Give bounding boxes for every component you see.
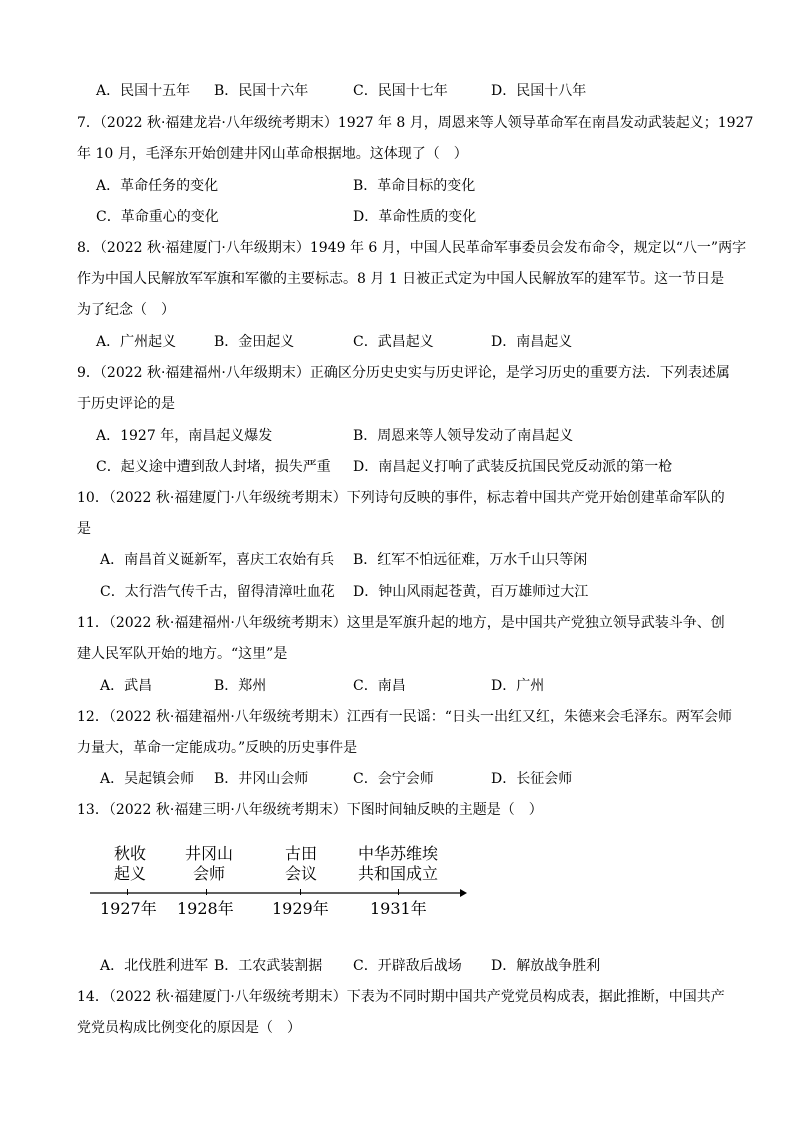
timeline-event-label: 会师 [192, 864, 225, 883]
question-text: 于历史评论的是 [77, 396, 175, 412]
question-text: 14．（2022 秋·福建厦门·八年级统考期末）下表为不同时期中国共产党党员构成表，据此推断，中国共产 [77, 989, 725, 1005]
question-text: 13．（2022 秋·福建三明·八年级统考期末）下图时间轴反映的主题是（ ） [77, 802, 543, 818]
option-b[interactable]: B．井冈山会师 [214, 771, 309, 787]
timeline-tick [398, 889, 399, 895]
timeline-event-label: 会议 [284, 864, 317, 883]
option-b[interactable]: B．周恩来等人领导发动了南昌起义 [353, 428, 574, 444]
option-a[interactable]: A．吴起镇会师 [100, 771, 195, 787]
option-d[interactable]: D．长征会师 [491, 771, 573, 787]
option-d[interactable]: D．解放战争胜利 [491, 958, 601, 974]
question-text: 建人民军队开始的地方。“这里”是 [77, 646, 288, 662]
option-d[interactable]: D．民国十八年 [491, 83, 587, 99]
question-text: 年 10 月，毛泽东开始创建井冈山革命根据地。这体现了（ ） [77, 146, 468, 162]
option-b[interactable]: B．金田起义 [214, 334, 295, 350]
option-a[interactable]: A．1927 年，南昌起义爆发 [96, 428, 273, 444]
timeline-event-label: 井冈山 [184, 844, 233, 863]
timeline-event-label: 古田 [284, 844, 317, 863]
option-b[interactable]: B．工农武装割据 [214, 958, 323, 974]
option-b[interactable]: B．红军不怕远征难，万水千山只等闲 [353, 552, 588, 568]
option-c[interactable]: C．民国十七年 [353, 83, 448, 99]
option-c[interactable]: C．太行浩气传千古，留得清漳吐血花 [100, 584, 335, 600]
option-d[interactable]: D．革命性质的变化 [353, 209, 477, 225]
timeline-year: 1928年 [177, 899, 234, 918]
timeline-tick [300, 889, 301, 895]
question-text: 为了纪念（ ） [77, 302, 175, 318]
timeline-tick [127, 889, 128, 895]
option-d[interactable]: D．南昌起义 [491, 334, 573, 350]
question-text: 9．（2022 秋·福建福州·八年级期末）正确区分历史史实与历史评论，是学习历史的重要方法．下列表述属 [77, 365, 730, 381]
timeline-event-label: 共和国成立 [357, 864, 438, 883]
option-c[interactable]: C．会宁会师 [353, 771, 434, 787]
option-c[interactable]: C．革命重心的变化 [96, 209, 219, 225]
option-a[interactable]: A．民国十五年 [96, 83, 191, 99]
timeline-year: 1927年 [100, 899, 157, 918]
question-text: 是 [77, 521, 91, 537]
option-b[interactable]: B．革命目标的变化 [353, 178, 476, 194]
option-c[interactable]: C．起义途中遭到敌人封堵，损失严重 [96, 459, 331, 475]
timeline-tick [206, 889, 207, 895]
question-text: 12．（2022 秋·福建福州·八年级统考期末）江西有一民谣：“日头一出红又红，朱德来会毛泽东。两军会师 [77, 709, 732, 725]
option-c[interactable]: C．武昌起义 [353, 334, 434, 350]
option-a[interactable]: A．武昌 [100, 678, 153, 694]
question-text: 党党员构成比例变化的原因是（ ） [77, 1020, 301, 1036]
question-text: 作为中国人民解放军军旗和军徽的主要标志。8 月 1 日被正式定为中国人民解放军的建军节。这一节日是 [77, 271, 725, 287]
option-a[interactable]: A．北伐胜利进军 [100, 958, 209, 974]
timeline-event-label: 秋收 [113, 844, 146, 863]
question-text: 8．（2022 秋·福建厦门·八年级期末）1949 年 6 月，中国人民革命军事委员会发布命令，规定以“八一”两字 [77, 240, 747, 256]
option-d[interactable]: D．广州 [491, 678, 545, 694]
timeline-year: 1931年 [370, 899, 427, 918]
timeline-axis [88, 887, 468, 899]
option-a[interactable]: A．革命任务的变化 [96, 178, 219, 194]
option-a[interactable]: A．南昌首义诞新军，喜庆工农始有兵 [100, 552, 335, 568]
option-b[interactable]: B．民国十六年 [214, 83, 309, 99]
timeline-event-label: 起义 [113, 864, 146, 883]
question-text: 11．（2022 秋·福建福州·八年级统考期末）这里是军旗升起的地方，是中国共产党独立领导武装斗争、创 [77, 615, 725, 631]
question-text: 10．（2022 秋·福建厦门·八年级统考期末）下列诗句反映的事件，标志着中国共产党开始创建革命军队的 [77, 490, 725, 506]
option-d[interactable]: D．南昌起义打响了武装反抗国民党反动派的第一枪 [353, 459, 673, 475]
option-c[interactable]: C．南昌 [353, 678, 406, 694]
option-d[interactable]: D．钟山风雨起苍黄，百万雄师过大江 [353, 584, 589, 600]
option-a[interactable]: A．广州起义 [96, 334, 177, 350]
timeline-year: 1929年 [272, 899, 329, 918]
question-text: 7．（2022 秋·福建龙岩·八年级统考期末）1927 年 8 月，周恩来等人领导革命军在南昌发动武装起义；1927 [77, 115, 754, 131]
option-b[interactable]: B．郑州 [214, 678, 267, 694]
timeline-event-label: 中华苏维埃 [357, 844, 438, 863]
option-c[interactable]: C．开辟敌后战场 [353, 958, 462, 974]
question-text: 力量大，革命一定能成功。”反映的历史事件是 [77, 740, 358, 756]
